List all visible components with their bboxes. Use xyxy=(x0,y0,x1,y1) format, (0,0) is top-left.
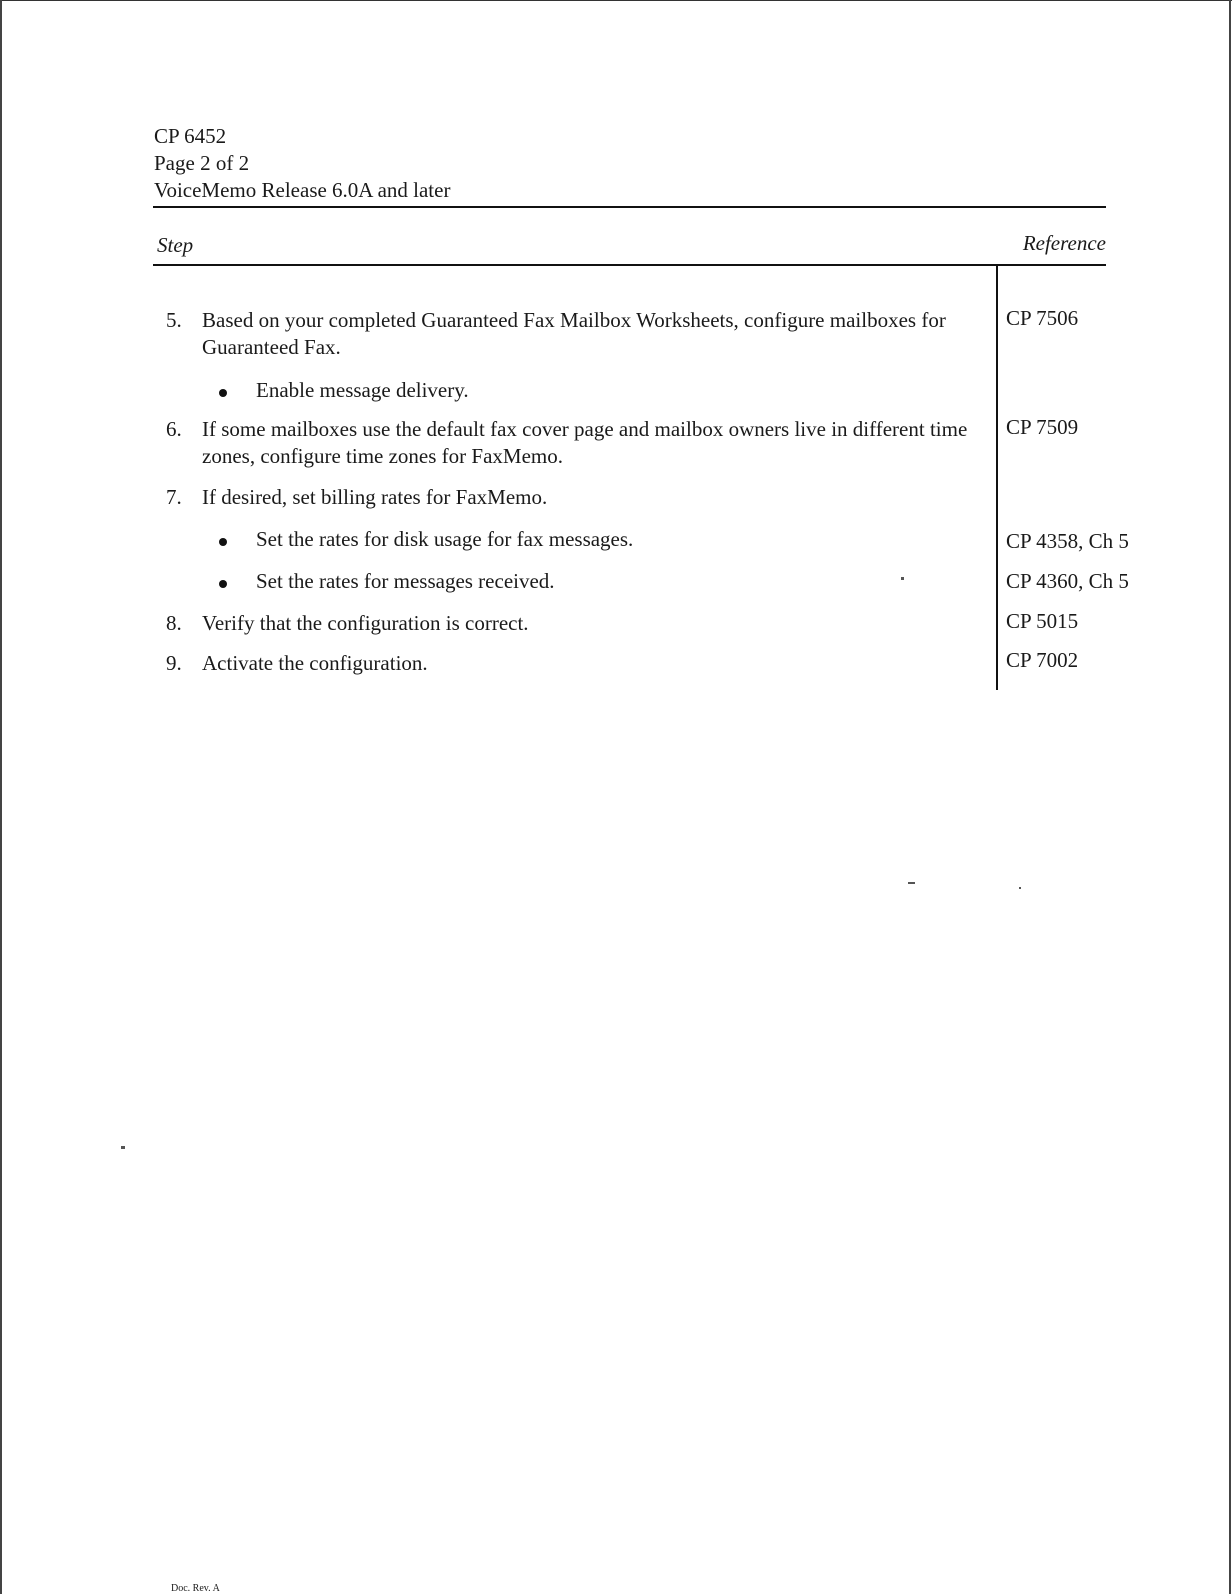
page-indicator: Page 2 of 2 xyxy=(154,151,250,175)
step-reference: CP 5015 xyxy=(1006,609,1079,633)
footer-revision: Doc. Rev. A xyxy=(171,1583,220,1594)
column-header-reference: Reference xyxy=(1022,231,1106,255)
column-header-step: Step xyxy=(157,233,194,257)
bullet-icon xyxy=(219,377,233,391)
step-text: Based on your completed Guaranteed Fax Mailbox Worksheets, configure mailboxes for Guaranteed Fax. xyxy=(202,308,946,359)
step-reference: CP 7506 xyxy=(1006,306,1079,330)
column-header-divider xyxy=(153,264,1106,266)
doc-number: CP 6452 xyxy=(154,124,227,148)
step-text: Verify that the configuration is correct. xyxy=(202,611,529,635)
step-number: 7. xyxy=(166,485,182,509)
step-number: 8. xyxy=(166,611,182,635)
step-bullet-text: Set the rates for messages received. xyxy=(256,569,555,593)
step-number: 6. xyxy=(166,417,182,441)
scan-speck xyxy=(908,882,915,884)
reference-column-divider xyxy=(996,264,998,690)
step-reference: CP 7509 xyxy=(1006,415,1079,439)
scan-speck xyxy=(1019,887,1021,889)
step-number: 9. xyxy=(166,651,182,675)
scan-speck xyxy=(121,1146,125,1149)
page-edge-top xyxy=(0,0,1232,1)
step-text: If some mailboxes use the default fax cover page and mailbox owners live in different time zones, configure time zones for FaxMemo. xyxy=(202,417,968,468)
step-reference: CP 4360, Ch 5 xyxy=(1006,569,1129,593)
page-edge-left xyxy=(0,0,2,1594)
step-text: If desired, set billing rates for FaxMemo. xyxy=(202,485,548,509)
scan-speck xyxy=(901,577,904,580)
step-text: Activate the configuration. xyxy=(202,651,428,675)
bullet-icon xyxy=(219,568,233,582)
bullet-icon xyxy=(219,526,233,540)
page-edge-right xyxy=(1229,0,1231,1594)
step-bullet-text: Enable message delivery. xyxy=(256,378,469,402)
header-divider xyxy=(153,206,1106,208)
step-bullet-text: Set the rates for disk usage for fax messages. xyxy=(256,527,634,551)
document-header xyxy=(154,123,450,204)
step-number: 5. xyxy=(166,308,182,332)
step-reference: CP 4358, Ch 5 xyxy=(1006,529,1129,553)
release-line: VoiceMemo Release 6.0A and later xyxy=(154,178,451,202)
step-reference: CP 7002 xyxy=(1006,648,1079,672)
